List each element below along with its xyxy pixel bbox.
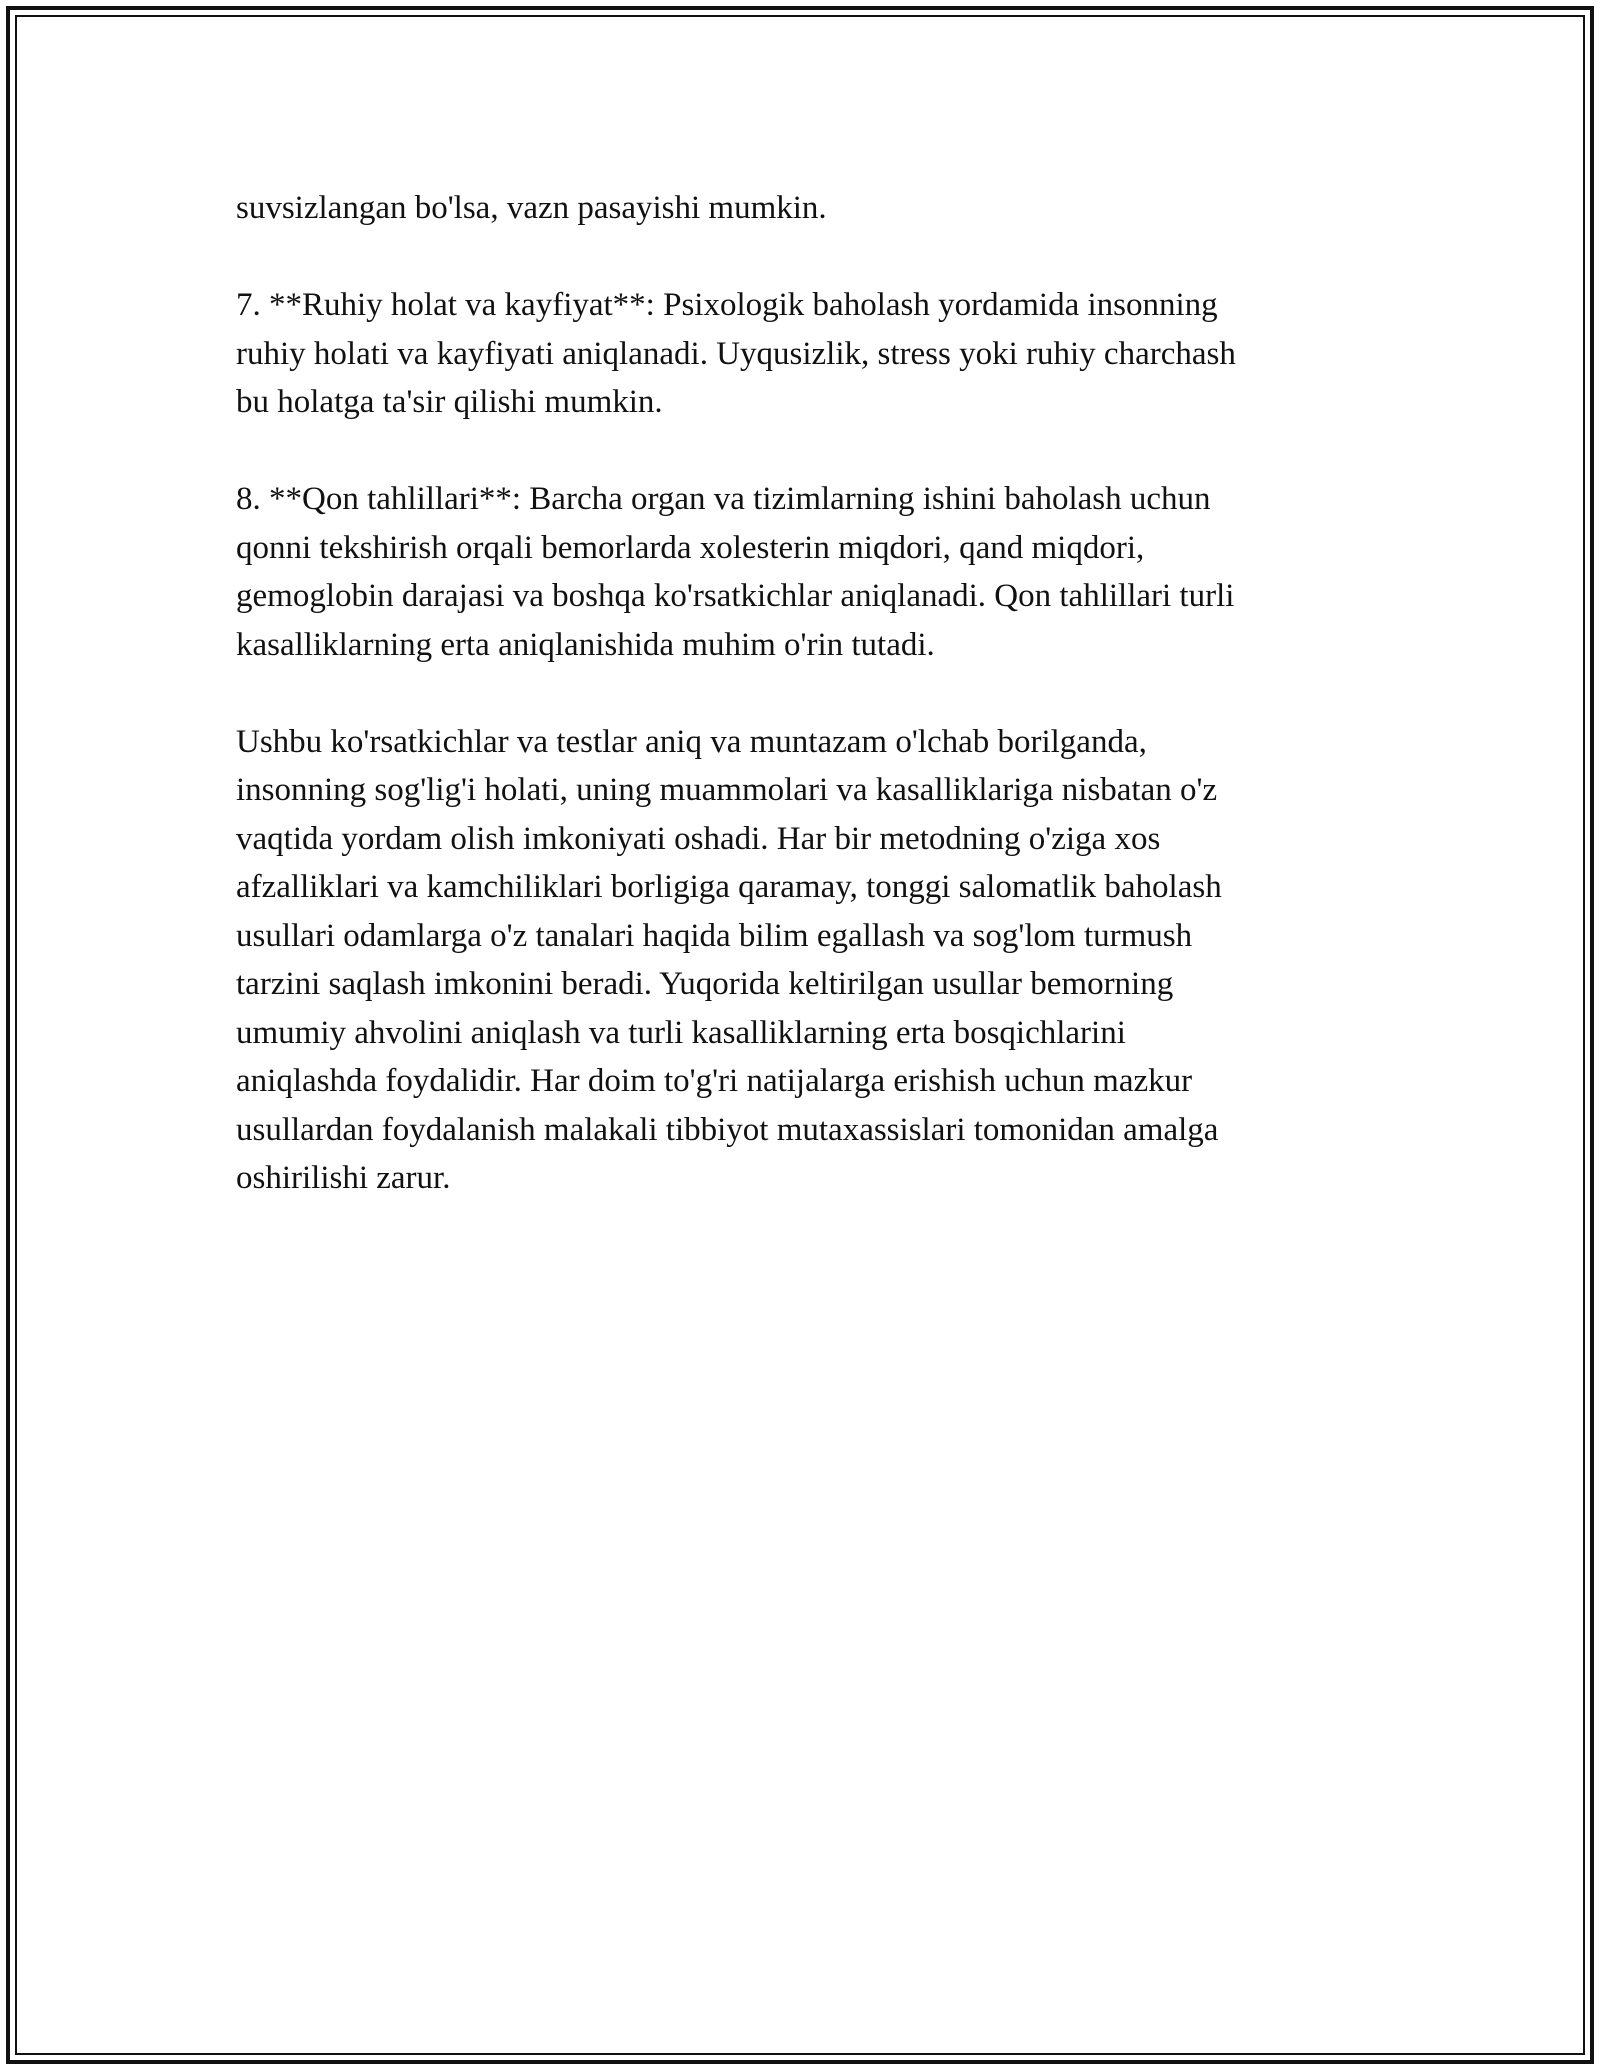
paragraph-item-8-blood-tests: 8. **Qon tahlillari**: Barcha organ va tizimlarning ishini baholash uchun qonni tekshirish orqali bemorlarda xolesterin miqdori, qand miqdori, gemoglobin darajasi va boshqa ko'rsatkichlar aniqlanadi. Qon tahlillari turli kasalliklarning erta aniqlanishida muhim o'rin tutadi. [236, 481, 1235, 663]
paragraph-continuation: suvsizlangan bo'lsa, vazn pasayishi mumkin. [236, 190, 827, 226]
document-body [236, 184, 1366, 1251]
paragraph-item-7-mood: 7. **Ruhiy holat va kayfiyat**: Psixologik baholash yordamida insonning ruhiy holati va kayfiyati aniqlanadi. Uyqusizlik, stress yoki ruhiy charchash bu holatga ta'sir qilishi mumkin. [236, 287, 1236, 420]
paragraph-conclusion: Ushbu ko'rsatkichlar va testlar aniq va muntazam o'lchab borilganda, insonning sog'lig'i holati, uning muammolari va kasalliklariga nisbatan o'z vaqtida yordam olish imkoniyati oshadi. Har bir metodning o'ziga xos afzalliklari va kamchiliklari borligiga qaramay, tonggi salomatlik baholash usullari odamlarga o'z tanalari haqida bilim egallash va sog'lom turmush tarzini saqlash imkonini beradi. Yuqorida keltirilgan usullar bemorning umumiy ahvolini aniqlash va turli kasalliklarning erta bosqichlarini aniqlashda foydalidir. Har doim to'g'ri natijalarga erishish uchun mazkur usullardan foydalanish malakali tibbiyot mutaxassislari tomonidan amalga oshirilishi zarur. [236, 723, 1222, 1196]
